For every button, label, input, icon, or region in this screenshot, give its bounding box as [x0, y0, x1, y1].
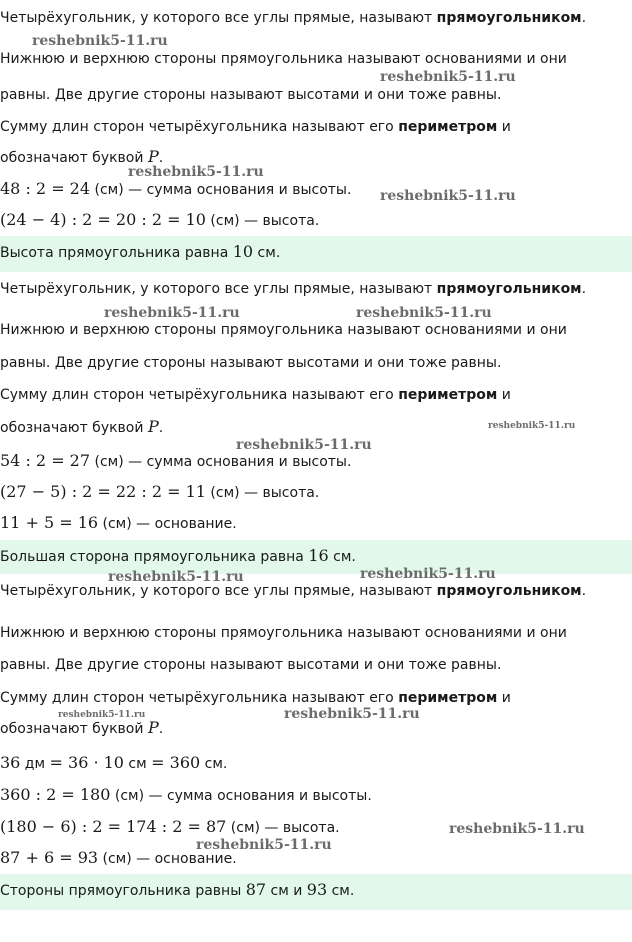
term-rectangle: прямоугольником — [436, 10, 582, 26]
watermark: reshebnik5-11.ru — [32, 33, 168, 49]
watermark: reshebnik5-11.ru — [108, 569, 244, 585]
watermark: reshebnik5-11.ru — [196, 837, 332, 853]
p2-answer: Большая сторона прямоугольника равна 16 см. — [0, 546, 356, 565]
watermark: reshebnik5-11.ru — [449, 821, 585, 837]
p2-step-2: (27 − 5) : 2 = 22 : 2 = 11 (см) — высота. — [0, 482, 320, 501]
term-rectangle-2: прямоугольником — [436, 281, 582, 297]
watermark: reshebnik5-11.ru — [380, 69, 516, 85]
watermark: reshebnik5-11.ru — [380, 188, 516, 204]
p3-step-3: (180 − 6) : 2 = 174 : 2 = 87 (см) — высота. — [0, 817, 340, 836]
watermark: reshebnik5-11.ru — [360, 566, 496, 582]
watermark: reshebnik5-11.ru — [128, 164, 264, 180]
definition-rectangle: Четырёхугольник, у которого все углы прямые, называют прямоугольником. — [0, 10, 587, 26]
perimeter-line-1: Сумму длин сторон четырёхугольника называют его периметром и — [0, 119, 511, 135]
term-perimeter-3: периметром — [398, 690, 498, 706]
p1-answer: Высота прямоугольника равна 10 см. — [0, 242, 281, 261]
sides-line-1-2: Нижнюю и верхнюю стороны прямоугольника называют основаниями и они — [0, 322, 567, 338]
term-perimeter: периметром — [398, 119, 498, 135]
watermark: reshebnik5-11.ru — [58, 710, 146, 720]
perimeter-line-1-2: Сумму длин сторон четырёхугольника называют его периметром и — [0, 387, 511, 403]
sides-line-1-3: Нижнюю и верхнюю стороны прямоугольника называют основаниями и они — [0, 625, 567, 641]
definition-rectangle-2: Четырёхугольник, у которого все углы прямые, называют прямоугольником. — [0, 281, 587, 297]
watermark: reshebnik5-11.ru — [284, 706, 420, 722]
sides-line-2-2: равны. Две другие стороны называют высотами и они тоже равны. — [0, 355, 502, 371]
p3-step-2: 360 : 2 = 180 (см) — сумма основания и высоты. — [0, 785, 372, 804]
perimeter-line-1-3: Сумму длин сторон четырёхугольника называют его периметром и — [0, 690, 511, 706]
sides-line-1: Нижнюю и верхнюю стороны прямоугольника называют основаниями и они — [0, 51, 567, 67]
perimeter-line-2-3: обозначают буквой P. — [0, 718, 164, 737]
p2-step-1: 54 : 2 = 27 (см) — сумма основания и высоты. — [0, 451, 352, 470]
p1-answer-box — [0, 236, 632, 272]
p3-answer: Стороны прямоугольника равны 87 см и 93 см. — [0, 880, 355, 899]
watermark: reshebnik5-11.ru — [104, 305, 240, 321]
p2-step-3: 11 + 5 = 16 (см) — основание. — [0, 513, 237, 532]
watermark: reshebnik5-11.ru — [236, 437, 372, 453]
perimeter-line-2-2: обозначают буквой P. — [0, 417, 164, 436]
p3-step-1: 36 дм = 36 · 10 см = 360 см. — [0, 753, 228, 772]
perimeter-line-2: обозначают буквой P. — [0, 147, 164, 166]
p3-step-4: 87 + 6 = 93 (см) — основание. — [0, 848, 237, 867]
p1-step-1: 48 : 2 = 24 (см) — сумма основания и высоты. — [0, 179, 352, 198]
definition-rectangle-3: Четырёхугольник, у которого все углы прямые, называют прямоугольником. — [0, 583, 587, 599]
term-rectangle-3: прямоугольником — [436, 583, 582, 599]
p1-step-2: (24 − 4) : 2 = 20 : 2 = 10 (см) — высота. — [0, 210, 320, 229]
watermark: reshebnik5-11.ru — [356, 305, 492, 321]
p3-answer-box — [0, 874, 632, 910]
sides-line-2-3: равны. Две другие стороны называют высотами и они тоже равны. — [0, 657, 502, 673]
sides-line-2: равны. Две другие стороны называют высотами и они тоже равны. — [0, 87, 502, 103]
p2-answer-box — [0, 540, 632, 574]
watermark: reshebnik5-11.ru — [488, 421, 576, 431]
term-perimeter-2: периметром — [398, 387, 498, 403]
